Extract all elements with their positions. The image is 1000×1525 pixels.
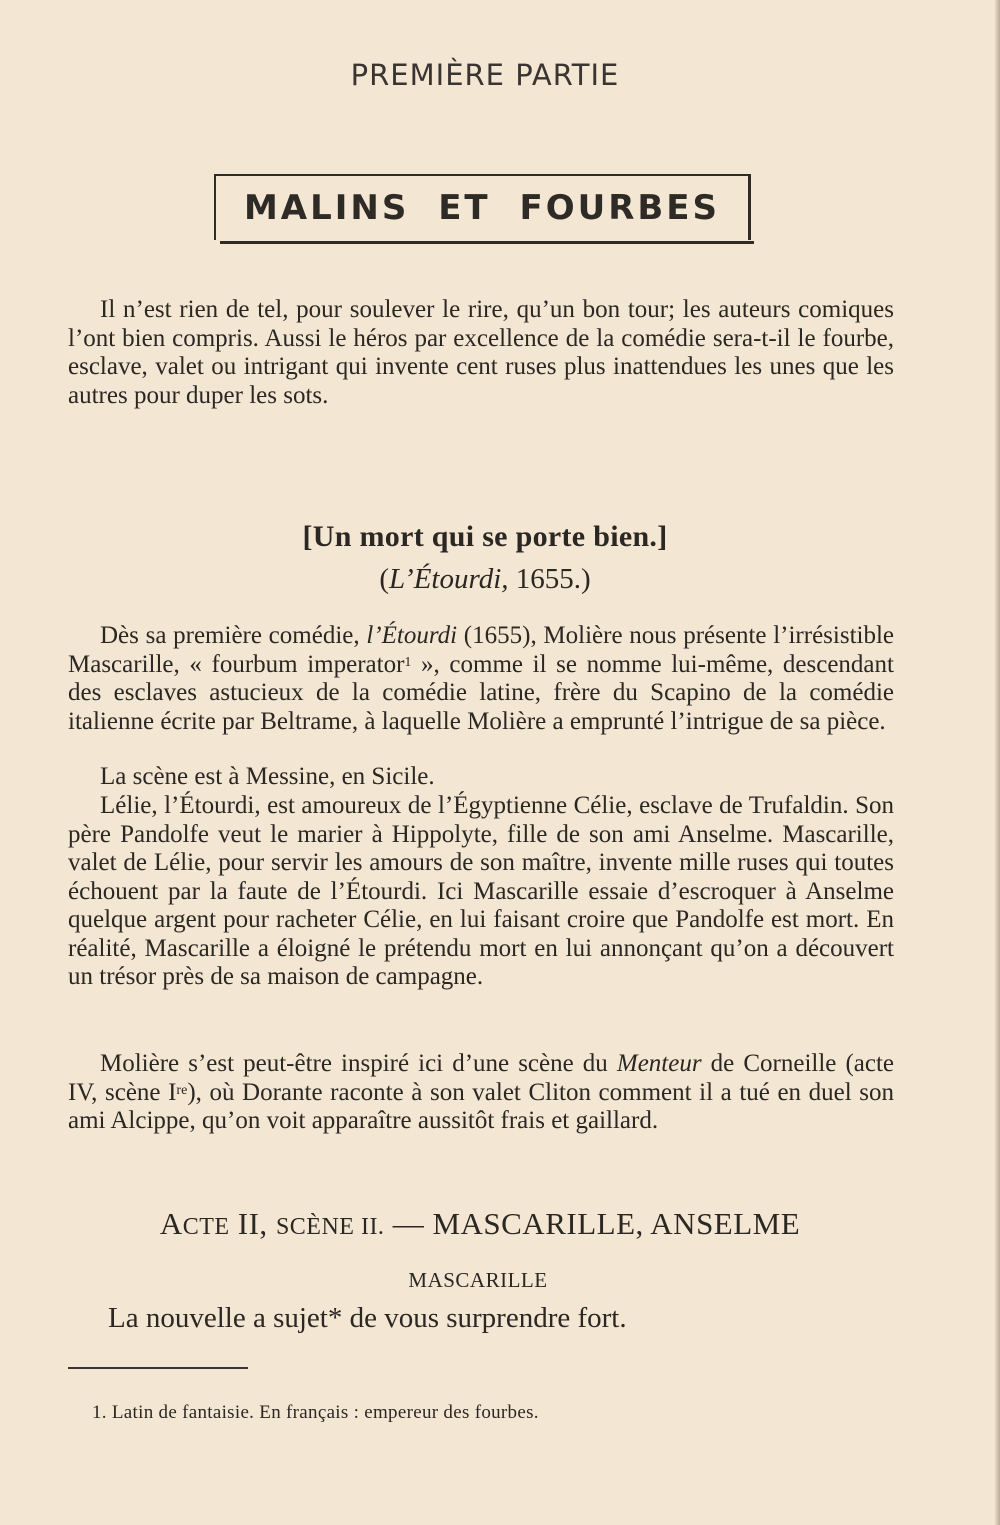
p4-text-b: de Corneille (acte IV, scène I <box>68 1050 895 1106</box>
intro-text: Il n’est rien de tel, pour soulever le rire, qu’un bon tour; les auteurs comiques l’ont bien compris. Aussi le héros par excellence de la comédie sera-t-il le fourbe, esclave, valet ou intrigant qui invente cent ruses plus inattendues les unes que les autres pour duper les sots. <box>68 296 894 409</box>
footnote: 1. Latin de fantaisie. En français : empereur des fourbes. <box>92 1402 539 1423</box>
p4-text-c: ), où Dorante raconte à son valet Cliton comment il a tué en duel son ami Alcippe, qu’on voit apparaître aussitôt frais et gaillard. <box>68 1078 894 1134</box>
p4-superscript: re <box>176 1082 188 1098</box>
act-scene-heading <box>0 1206 960 1242</box>
p2-text: La scène est à Messine, en Sicile. <box>100 763 435 790</box>
p1-text-b: (1655), Molière nous présente l’irrésistible Mascarille, « fourbum imperator <box>68 622 895 678</box>
p3-text: Lélie, l’Étourdi, est amoureux de l’Égyptienne Célie, esclave de Trufaldin. Son père Pandolfe veut le marier à Hippolyte, fille de son ami Anselme. Mascarille, valet de Lélie, pour servir les amours de son maître, invente mille ruses qui toutes échouent par la faute de l’Étourdi. Ici Mascarille essaie d’escroquer à Anselme quelque argent pour racheter Célie, en lui faisant croire que Pandolfe est mort. En réalité, Mascarille a éloigné le prétendu mort en lui annonçant qu’on a découvert un trésor près de sa maison de campagne. <box>68 792 894 990</box>
speaker-name: MASCARILLE <box>408 1268 548 1292</box>
p1-work-title: l’Étourdi <box>366 622 458 649</box>
subtitle-open: ( <box>379 563 389 595</box>
subtitle-work: L’Étourdi, <box>389 563 509 595</box>
act-smallcaps: CTE <box>182 1214 230 1240</box>
part-title: PREMIÈRE PARTIE <box>350 58 620 92</box>
verse-line: La nouvelle a sujet* de vous surprendre fort. <box>108 1302 627 1334</box>
body-paragraph-1 <box>68 622 894 736</box>
p1-text-a: Dès sa première comédie, <box>100 622 367 649</box>
section-title: [Un mort qui se porte bien.] <box>302 520 668 553</box>
subtitle-year: 1655.) <box>508 563 591 595</box>
p4-text-a: Molière s’est peut-être inspiré ici d’une scène du <box>100 1050 617 1077</box>
chapter-title: MALINS ET FOURBES <box>243 188 721 228</box>
chapter-title-box <box>214 174 751 240</box>
intro-paragraph <box>68 296 894 410</box>
footnote-divider <box>68 1367 248 1369</box>
body-paragraph-4 <box>68 1050 894 1136</box>
scene-smallcaps: SCÈNE II. <box>275 1214 385 1240</box>
act-characters: — MASCARILLE, ANSELME <box>384 1206 801 1241</box>
footnote-ref: 1 <box>404 654 412 670</box>
page-edge-shadow <box>994 0 1000 1525</box>
act-number: II, <box>229 1206 276 1241</box>
p4-work-title: Menteur <box>616 1050 702 1077</box>
body-paragraph-3 <box>68 792 894 992</box>
act-initial: A <box>159 1206 183 1241</box>
body-paragraph-2 <box>68 763 894 792</box>
section-subtitle <box>0 563 970 596</box>
p1-text-c: », comme il se nomme lui-même, descendant des esclaves astucieux de la comédie latine, frère du Scapino de la comédie italienne écrite par Beltrame, à laquelle Molière a emprunté l’intrigue de sa pièce. <box>68 650 894 735</box>
